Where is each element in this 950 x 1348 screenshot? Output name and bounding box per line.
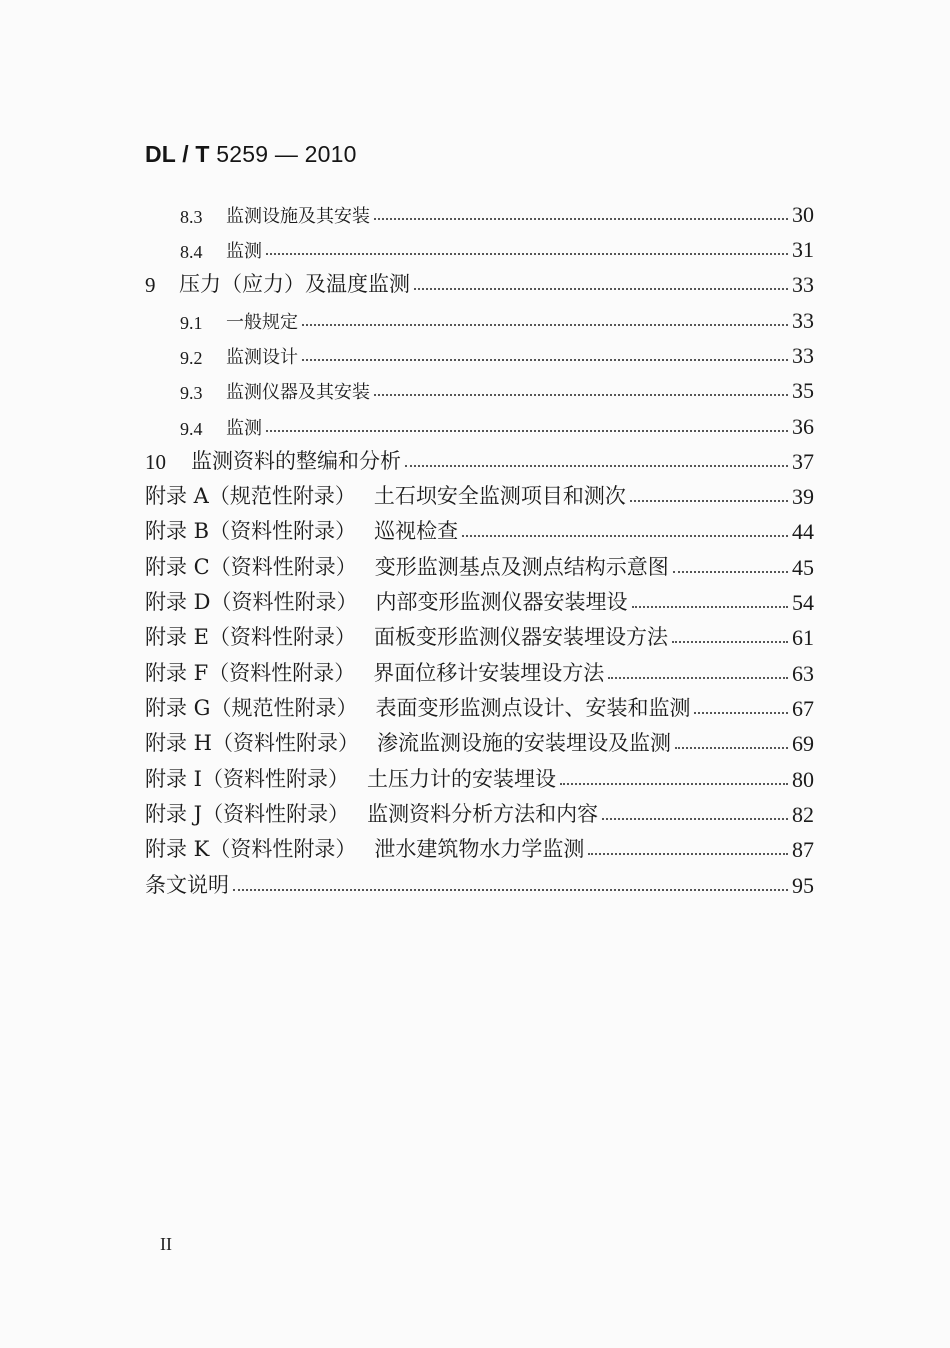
toc-entry-title: 变形监测基点及测点结构示意图 [374, 555, 669, 579]
toc-entry-page: 67 [792, 696, 814, 721]
toc-entry-appendix-c[interactable] [145, 551, 814, 581]
toc-entry-appendix-i[interactable] [145, 763, 814, 793]
toc-entry-9[interactable] [145, 268, 814, 298]
toc-entry-number: 9 [145, 273, 156, 297]
toc-entry-appendix-e[interactable] [145, 621, 814, 651]
toc-leader-dots [588, 853, 788, 855]
toc-leader-dots [694, 712, 788, 714]
toc-entry-page: 37 [792, 449, 814, 474]
toc-leader-dots [374, 394, 788, 396]
toc-entry-9-2[interactable] [180, 339, 814, 369]
toc-entry-title: 监测 [226, 241, 262, 262]
toc-entry-title: 渗流监测设施的安装埋设及监测 [377, 731, 671, 755]
toc-entry-appendix-f[interactable] [145, 657, 814, 687]
toc-entry-number: 8.3 [180, 207, 203, 227]
toc-entry-title: 一般规定 [226, 312, 298, 333]
toc-leader-dots [233, 889, 788, 891]
toc-entry-number: 8.4 [180, 242, 203, 262]
toc-entry-number: 9.3 [180, 383, 203, 403]
toc-entry-number: 附录 H（资料性附录） [145, 731, 359, 755]
toc-entry-appendix-k[interactable] [145, 833, 814, 863]
toc-leader-dots [675, 747, 788, 749]
toc-leader-dots [374, 218, 788, 220]
toc-entry-page: 30 [792, 202, 814, 227]
toc-entry-8-3[interactable] [180, 198, 814, 228]
toc-entry-appendix-j[interactable] [145, 798, 814, 828]
toc-leader-dots [630, 500, 788, 502]
toc-entry-10[interactable] [145, 445, 814, 475]
toc-entry-title: 土石坝安全监测项目和测次 [373, 484, 626, 508]
toc-entry-number: 9.2 [180, 348, 203, 368]
toc-entry-title: 面板变形监测仪器安装埋设方法 [374, 625, 669, 649]
toc-leader-dots [266, 430, 788, 432]
toc-entry-9-4[interactable] [180, 410, 814, 440]
toc-entry-number: 附录 A（规范性附录） [145, 484, 356, 508]
toc-entry-title: 监测 [226, 418, 262, 439]
toc-leader-dots [632, 606, 788, 608]
toc-entry-number: 附录 K（资料性附录） [145, 837, 357, 861]
toc-entry-title: 监测仪器及其安装 [226, 382, 370, 403]
toc-entry-8-4[interactable] [180, 233, 814, 263]
toc-entry-explanation[interactable] [145, 869, 814, 899]
toc-entry-page: 39 [792, 484, 814, 509]
toc-entry-number: 附录 F（资料性附录） [145, 661, 356, 685]
toc-entry-appendix-h[interactable] [145, 727, 814, 757]
toc-leader-dots [560, 783, 788, 785]
toc-entry-title: 压力（应力）及温度监测 [179, 272, 410, 296]
toc-entry-page: 54 [792, 590, 814, 615]
toc-leader-dots [672, 641, 788, 643]
toc-leader-dots [414, 288, 788, 290]
standard-number: 5259 — 2010 [216, 141, 357, 167]
toc-entry-title: 监测资料的整编和分析 [191, 449, 401, 473]
toc-entry-number: 附录 J（资料性附录） [145, 802, 350, 826]
toc-leader-dots [673, 571, 788, 573]
toc-entry-page: 69 [792, 731, 814, 756]
toc-entry-page: 33 [792, 272, 814, 297]
toc-entry-number: 附录 I（资料性附录） [145, 767, 349, 791]
toc-entry-page: 44 [792, 519, 814, 544]
toc-entry-title: 土压力计的安装埋设 [366, 767, 556, 791]
toc-leader-dots [462, 535, 788, 537]
toc-entry-9-3[interactable] [180, 374, 814, 404]
toc-entry-page: 63 [792, 661, 814, 686]
toc-leader-dots [405, 465, 788, 467]
toc-leader-dots [608, 677, 788, 679]
toc-leader-dots [266, 253, 788, 255]
page-number-footer: II [160, 1234, 172, 1254]
toc-entry-title: 条文说明 [145, 873, 229, 897]
toc-entry-title: 巡视检查 [374, 519, 459, 543]
toc-entry-page: 61 [792, 625, 814, 650]
toc-entry-number: 附录 D（资料性附录） [145, 590, 358, 614]
toc-entry-page: 33 [792, 308, 814, 333]
toc-entry-title: 界面位移计安装埋设方法 [373, 661, 605, 685]
toc-entry-appendix-d[interactable] [145, 586, 814, 616]
toc-entry-page: 82 [792, 802, 814, 827]
toc-entry-page: 35 [792, 378, 814, 403]
toc-entry-title: 泄水建筑物水力学监测 [374, 837, 585, 861]
document-header [145, 141, 357, 168]
toc-leader-dots [602, 818, 788, 820]
toc-leader-dots [302, 324, 788, 326]
toc-entry-number: 附录 C（资料性附录） [145, 555, 357, 579]
toc-entry-number: 附录 B（资料性附录） [145, 519, 357, 543]
toc-entry-page: 95 [792, 873, 814, 898]
standard-code: DL / T [145, 141, 210, 167]
toc-entry-number: 9.4 [180, 419, 203, 439]
toc-entry-9-1[interactable] [180, 304, 814, 334]
toc-entry-number: 9.1 [180, 313, 203, 333]
toc-entry-page: 80 [792, 767, 814, 792]
toc-entry-page: 45 [792, 555, 814, 580]
toc-entry-appendix-a[interactable] [145, 480, 814, 510]
toc-entry-number: 附录 E（资料性附录） [145, 625, 357, 649]
toc-leader-dots [302, 359, 788, 361]
toc-entry-appendix-g[interactable] [145, 692, 814, 722]
toc-entry-title: 监测设施及其安装 [226, 206, 370, 227]
toc-entry-number: 附录 G（规范性附录） [145, 696, 358, 720]
toc-entry-page: 87 [792, 837, 814, 862]
toc-entry-title: 内部变形监测仪器安装埋设 [375, 590, 628, 614]
toc-entry-title: 监测设计 [226, 347, 298, 368]
toc-entry-page: 33 [792, 343, 814, 368]
toc-entry-title: 表面变形监测点设计、安装和监测 [375, 696, 691, 720]
toc-entry-number: 10 [145, 450, 166, 474]
toc-entry-appendix-b[interactable] [145, 515, 814, 545]
toc-entry-page: 36 [792, 414, 814, 439]
toc-entry-title: 监测资料分析方法和内容 [367, 802, 599, 826]
toc-entry-page: 31 [792, 237, 814, 262]
